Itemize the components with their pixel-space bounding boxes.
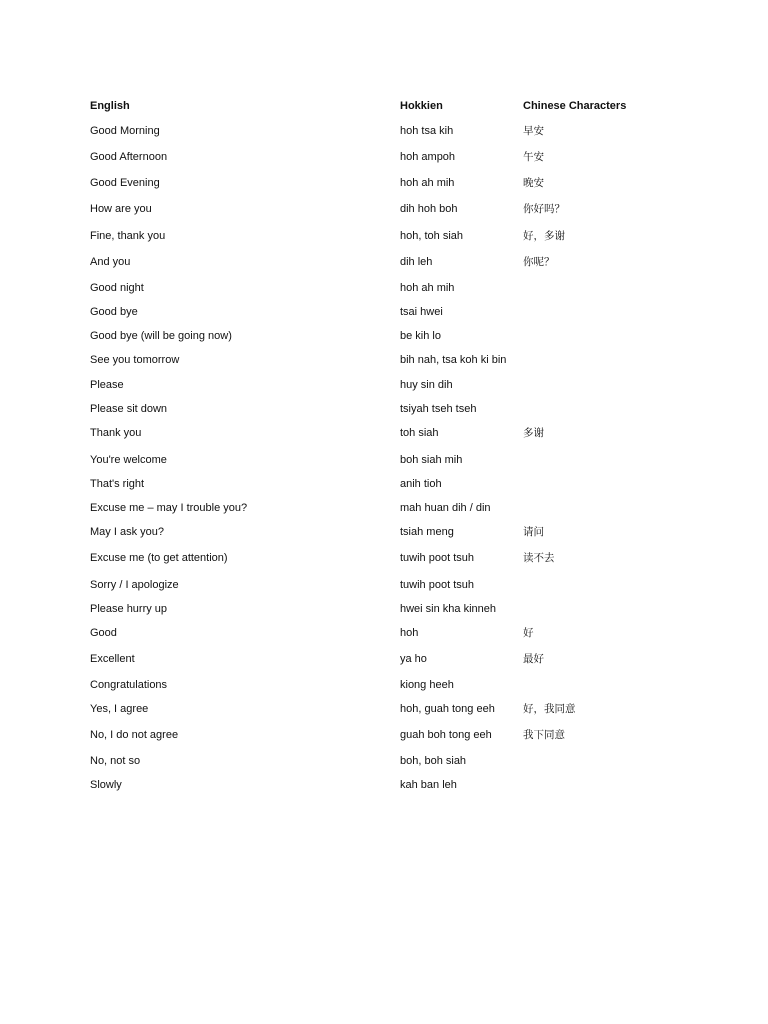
english-cell: Good bye [90, 306, 138, 318]
table-row [90, 150, 670, 176]
english-cell: Yes, I agree [90, 703, 149, 715]
hokkien-cell: hoh [400, 627, 419, 639]
english-cell: And you [90, 256, 131, 268]
chinese-cell: 好 [523, 627, 534, 639]
chinese-cell: 你好吗？ [523, 203, 565, 215]
english-cell: Fine, thank you [90, 230, 166, 242]
hokkien-cell: dih hoh boh [400, 203, 458, 215]
english-cell: See you tomorrow [90, 354, 180, 366]
table-row [90, 778, 670, 802]
chinese-cell: 请问 [523, 526, 544, 538]
chinese-cell: 早安 [523, 125, 544, 137]
table-row [90, 202, 670, 229]
hokkien-cell: tsai hwei [400, 306, 443, 318]
english-cell: Thank you [90, 427, 142, 439]
hokkien-cell: bih nah, tsa koh ki bin [400, 354, 507, 366]
table-row [90, 678, 670, 702]
hokkien-cell: tsiah meng [400, 526, 454, 538]
table-row [90, 477, 670, 501]
chinese-cell: 多谢 [523, 427, 544, 439]
hokkien-cell: hoh ah mih [400, 177, 455, 189]
english-cell: Excellent [90, 653, 135, 665]
hokkien-cell: tsiyah tseh tseh [400, 403, 477, 415]
english-cell: Sorry / I apologize [90, 579, 179, 591]
chinese-cell: 好，我同意 [523, 703, 576, 715]
hokkien-cell: mah huan dih / din [400, 502, 491, 514]
hokkien-cell: tuwih poot tsuh [400, 579, 474, 591]
english-cell: How are you [90, 203, 152, 215]
chinese-cell: 好，多谢 [523, 230, 565, 242]
table-row [90, 602, 670, 626]
hokkien-cell: boh siah mih [400, 454, 463, 466]
chinese-cell: 你呢？ [523, 256, 555, 268]
phrase-table [90, 99, 670, 802]
english-cell: Good Afternoon [90, 151, 168, 163]
english-cell: No, I do not agree [90, 729, 179, 741]
english-cell: You're welcome [90, 454, 167, 466]
table-row [90, 501, 670, 525]
english-cell: Good Morning [90, 125, 160, 137]
hokkien-cell: hoh tsa kih [400, 125, 454, 137]
hokkien-cell: guah boh tong eeh [400, 729, 492, 741]
table-row [90, 281, 670, 305]
table-row [90, 378, 670, 402]
hokkien-cell: boh, boh siah [400, 755, 467, 767]
table-row [90, 453, 670, 477]
chinese-cell: 午安 [523, 151, 544, 163]
header-chinese: Chinese Characters [523, 100, 627, 112]
english-cell: Excuse me (to get attention) [90, 552, 228, 564]
table-row [90, 728, 670, 754]
table-row [90, 525, 670, 551]
english-cell: Excuse me – may I trouble you? [90, 502, 248, 514]
table-header [90, 99, 670, 124]
hokkien-cell: hoh ah mih [400, 282, 455, 294]
table-row [90, 626, 670, 652]
english-cell: Congratulations [90, 679, 168, 691]
chinese-cell: 晚安 [523, 177, 544, 189]
hokkien-cell: huy sin dih [400, 379, 453, 391]
table-row [90, 578, 670, 602]
table-row [90, 652, 670, 678]
english-cell: No, not so [90, 755, 141, 767]
english-cell: May I ask you? [90, 526, 164, 538]
hokkien-cell: kah ban leh [400, 779, 457, 791]
chinese-cell: 最好 [523, 653, 544, 665]
english-cell: Good bye (will be going now) [90, 330, 232, 342]
table-row [90, 124, 670, 150]
hokkien-cell: hoh, toh siah [400, 230, 463, 242]
english-cell: Good Evening [90, 177, 160, 189]
english-cell: That's right [90, 478, 145, 490]
header-hokkien: Hokkien [400, 100, 443, 112]
chinese-cell: 读不去 [523, 552, 555, 564]
hokkien-cell: hoh ampoh [400, 151, 456, 163]
english-cell: Slowly [90, 779, 122, 791]
hokkien-cell: ya ho [400, 653, 427, 665]
english-cell: Please sit down [90, 403, 168, 415]
header-english: English [90, 100, 130, 112]
hokkien-cell: dih leh [400, 256, 433, 268]
hokkien-cell: hwei sin kha kinneh [400, 603, 497, 615]
table-row [90, 305, 670, 329]
table-row [90, 255, 670, 281]
chinese-cell: 我下同意 [523, 729, 565, 741]
table-row [90, 426, 670, 453]
hokkien-cell: be kih lo [400, 330, 441, 342]
english-cell: Good night [90, 282, 144, 294]
hokkien-cell: kiong heeh [400, 679, 454, 691]
table-row [90, 329, 670, 353]
hokkien-cell: anih tioh [400, 478, 442, 490]
table-row [90, 702, 670, 728]
hokkien-cell: tuwih poot tsuh [400, 552, 474, 564]
hokkien-cell: toh siah [400, 427, 439, 439]
table-row [90, 353, 670, 378]
table-row [90, 551, 670, 578]
hokkien-cell: hoh, guah tong eeh [400, 703, 495, 715]
table-row [90, 176, 670, 202]
table-row [90, 754, 670, 778]
table-row [90, 229, 670, 255]
english-cell: Please hurry up [90, 603, 168, 615]
english-cell: Good [90, 627, 117, 639]
english-cell: Please [90, 379, 124, 391]
table-row [90, 402, 670, 426]
